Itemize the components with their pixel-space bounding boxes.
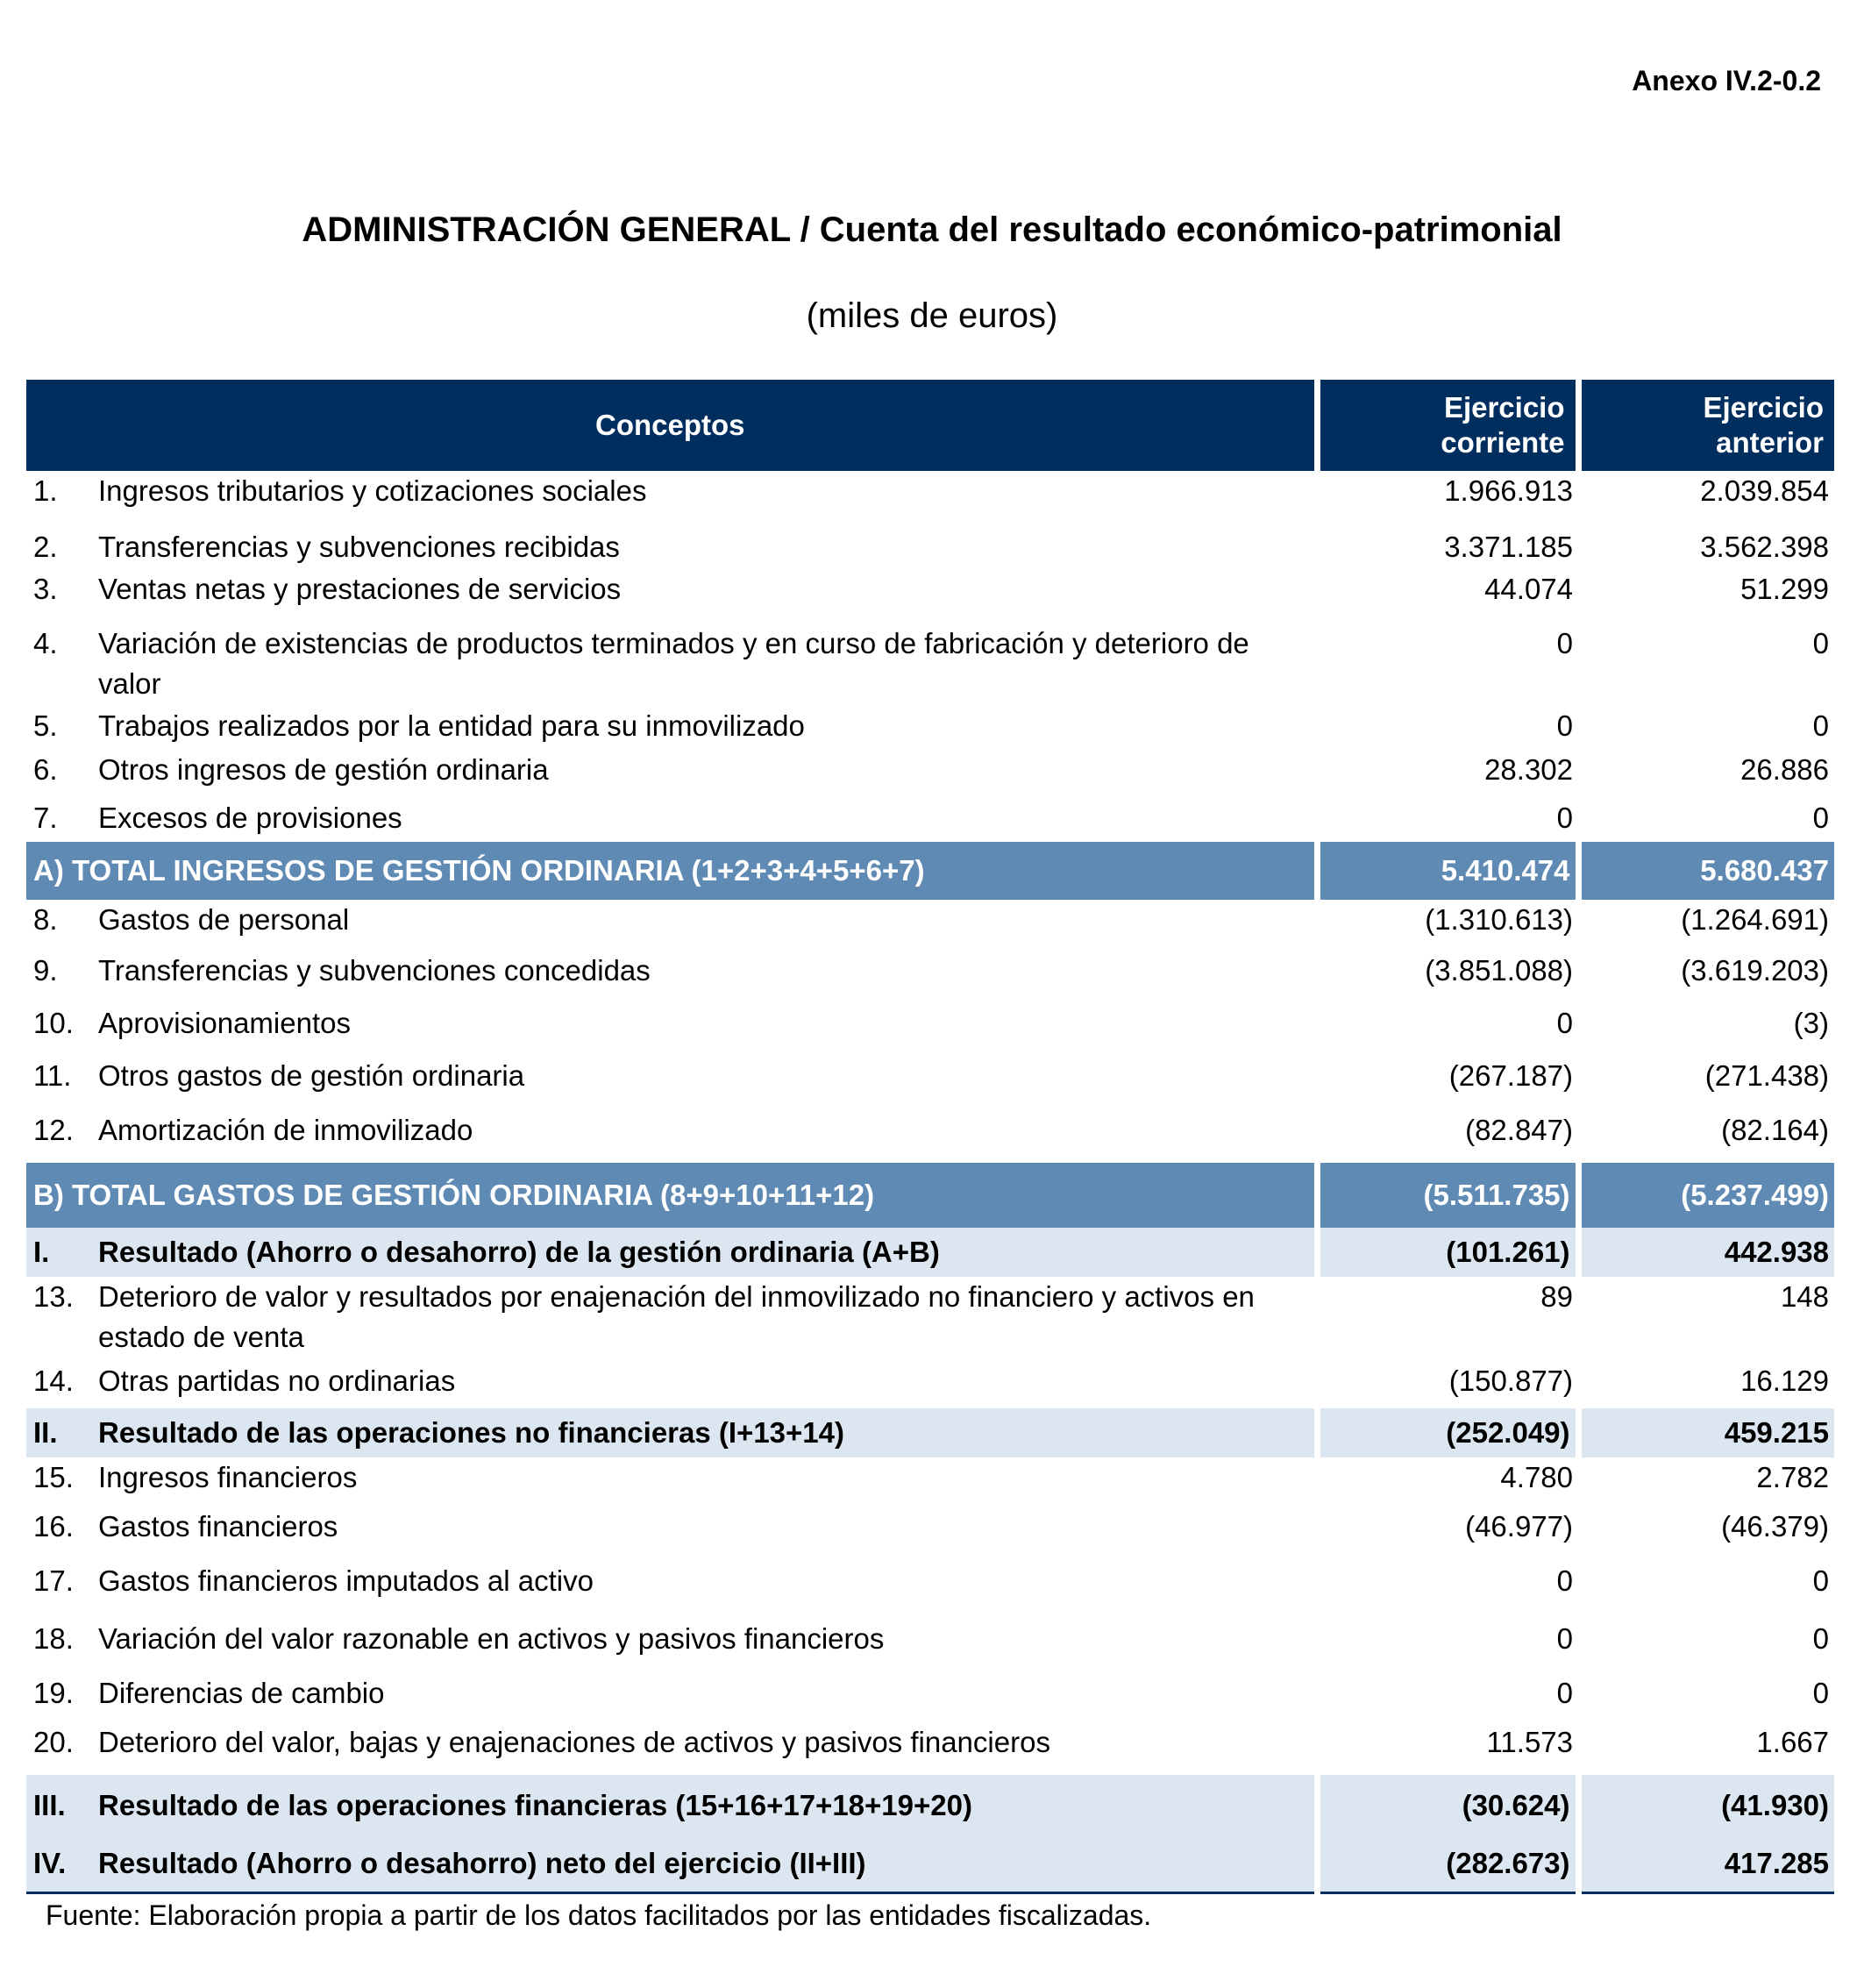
row-current-value: 0 bbox=[1556, 1677, 1574, 1709]
row-number: 7. bbox=[33, 802, 58, 834]
row-current-value: 11.573 bbox=[1486, 1726, 1574, 1758]
table-row bbox=[26, 900, 1834, 951]
row-number: 14. bbox=[33, 1365, 74, 1397]
result-number: IV. bbox=[26, 1836, 98, 1892]
header-current-line2: corriente bbox=[1441, 426, 1565, 459]
row-label: Ingresos tributarios y cotizaciones sociales bbox=[98, 474, 647, 507]
row-previous-value: (271.438) bbox=[1704, 1059, 1830, 1092]
row-current-value: 0 bbox=[1556, 1564, 1574, 1597]
row-previous-value: 0 bbox=[1812, 709, 1830, 742]
result-previous: 442.938 bbox=[1578, 1228, 1834, 1277]
row-number: 15. bbox=[33, 1461, 74, 1493]
row-label: Variación de existencias de productos terminados y en curso de fabricación y deterioro de valor bbox=[98, 627, 1249, 700]
table-row bbox=[26, 706, 1834, 750]
row-number: 13. bbox=[33, 1280, 74, 1313]
row-label: Otros ingresos de gestión ordinaria bbox=[98, 753, 549, 786]
annex-label: Anexo IV.2-0.2 bbox=[1632, 65, 1821, 96]
result-previous: 417.285 bbox=[1578, 1836, 1834, 1892]
row-previous-value: 16.129 bbox=[1740, 1365, 1830, 1397]
row-label: Otras partidas no ordinarias bbox=[98, 1365, 456, 1397]
row-current-value: 3.371.185 bbox=[1444, 531, 1574, 563]
row-label: Gastos de personal bbox=[98, 903, 350, 936]
row-current-value: (1.310.613) bbox=[1425, 903, 1574, 936]
row-previous-value: 0 bbox=[1812, 627, 1830, 659]
table-row bbox=[26, 951, 1834, 1003]
source-note: Fuente: Elaboración propia a partir de los datos facilitados por las entidades fiscalizadas. bbox=[46, 1899, 1152, 1931]
result-number: III. bbox=[26, 1775, 98, 1836]
results-table bbox=[26, 380, 1834, 1894]
row-previous-value: 0 bbox=[1812, 1677, 1830, 1709]
table-header-row bbox=[26, 380, 1834, 471]
row-label: Diferencias de cambio bbox=[98, 1677, 385, 1709]
result-previous: (41.930) bbox=[1578, 1775, 1834, 1836]
row-current-value: (82.847) bbox=[1465, 1114, 1574, 1146]
row-label: Gastos financieros bbox=[98, 1510, 338, 1543]
page-subtitle: (miles de euros) bbox=[806, 296, 1058, 335]
row-label: Amortización de inmovilizado bbox=[98, 1114, 473, 1146]
result-current: (252.049) bbox=[1317, 1408, 1578, 1457]
table-row bbox=[26, 750, 1834, 798]
row-previous-value: 0 bbox=[1812, 1622, 1830, 1655]
row-current-value: 44.074 bbox=[1484, 573, 1574, 605]
row-number: 17. bbox=[33, 1564, 74, 1597]
row-previous-value: 3.562.398 bbox=[1700, 531, 1830, 563]
row-label: Deterioro del valor, bajas y enajenaciones de activos y pasivos financieros bbox=[98, 1726, 1050, 1758]
row-current-value: (3.851.088) bbox=[1425, 954, 1574, 987]
row-current-value: (267.187) bbox=[1448, 1059, 1574, 1092]
total-income-current: 5.410.474 bbox=[1317, 842, 1578, 900]
row-number: 9. bbox=[33, 954, 58, 987]
result-label: Resultado de las operaciones financieras (15+16+17+18+19+20) bbox=[98, 1775, 1317, 1836]
row-number: 20. bbox=[33, 1726, 74, 1758]
row-number: 11. bbox=[33, 1059, 72, 1092]
row-number: 5. bbox=[33, 709, 58, 742]
result-row bbox=[26, 1775, 1834, 1836]
row-previous-value: 51.299 bbox=[1740, 573, 1830, 605]
row-number: 4. bbox=[33, 627, 58, 659]
row-previous-value: (3.619.203) bbox=[1681, 954, 1830, 987]
row-number: 2. bbox=[33, 531, 58, 563]
table-row bbox=[26, 1056, 1834, 1110]
page-title: ADMINISTRACIÓN GENERAL / Cuenta del resultado económico-patrimonial bbox=[302, 210, 1562, 249]
header-current-line1: Ejercicio bbox=[1443, 391, 1565, 424]
row-previous-value: 2.039.854 bbox=[1700, 474, 1830, 507]
result-row bbox=[26, 1228, 1834, 1277]
row-number: 3. bbox=[33, 573, 58, 605]
row-current-value: 89 bbox=[1540, 1280, 1574, 1313]
header-previous-line1: Ejercicio bbox=[1703, 391, 1825, 424]
total-income-label: A) TOTAL INGRESOS DE GESTIÓN ORDINARIA (1+2+3+4+5+6+7) bbox=[26, 842, 1317, 900]
total-income-previous: 5.680.437 bbox=[1578, 842, 1834, 900]
row-previous-value: 26.886 bbox=[1740, 753, 1830, 786]
row-previous-value: 148 bbox=[1780, 1280, 1830, 1313]
row-number: 19. bbox=[33, 1677, 74, 1709]
row-number: 8. bbox=[33, 903, 58, 936]
row-current-value: 1.966.913 bbox=[1444, 474, 1574, 507]
row-label: Aprovisionamientos bbox=[98, 1007, 351, 1039]
result-label: Resultado (Ahorro o desahorro) neto del ejercicio (II+III) bbox=[98, 1836, 1317, 1892]
table-row bbox=[26, 1110, 1834, 1163]
table-row bbox=[26, 569, 1834, 623]
row-previous-value: (46.379) bbox=[1721, 1510, 1830, 1543]
result-label: Resultado (Ahorro o desahorro) de la gestión ordinaria (A+B) bbox=[98, 1228, 1317, 1277]
row-label: Excesos de provisiones bbox=[98, 802, 402, 834]
table-row bbox=[26, 1361, 1834, 1408]
row-current-value: 0 bbox=[1556, 709, 1574, 742]
table-row bbox=[26, 1003, 1834, 1056]
table-row bbox=[26, 527, 1834, 569]
row-current-value: (46.977) bbox=[1465, 1510, 1574, 1543]
row-previous-value: 2.782 bbox=[1756, 1461, 1830, 1493]
row-current-value: 4.780 bbox=[1500, 1461, 1574, 1493]
row-current-value: (150.877) bbox=[1448, 1365, 1574, 1397]
total-expenses-previous: (5.237.499) bbox=[1578, 1163, 1834, 1228]
row-number: 12. bbox=[33, 1114, 74, 1146]
row-previous-value: 0 bbox=[1812, 802, 1830, 834]
row-label: Ventas netas y prestaciones de servicios bbox=[98, 573, 622, 605]
row-label: Transferencias y subvenciones concedidas bbox=[98, 954, 651, 987]
row-label: Deterioro de valor y resultados por enajenación del inmovilizado no financiero y activos en estado de venta bbox=[98, 1280, 1255, 1353]
row-label: Gastos financieros imputados al activo bbox=[98, 1564, 594, 1597]
total-income-row bbox=[26, 842, 1834, 900]
row-number: 10. bbox=[33, 1007, 74, 1039]
result-current: (282.673) bbox=[1317, 1836, 1578, 1892]
table-row bbox=[26, 623, 1834, 706]
total-expenses-label: B) TOTAL GASTOS DE GESTIÓN ORDINARIA (8+9+10+11+12) bbox=[26, 1163, 1317, 1228]
table-row bbox=[26, 1619, 1834, 1673]
row-label: Trabajos realizados por la entidad para su inmovilizado bbox=[98, 709, 805, 742]
header-previous-line2: anterior bbox=[1716, 426, 1825, 459]
row-previous-value: (82.164) bbox=[1721, 1114, 1830, 1146]
result-label: Resultado de las operaciones no financieras (I+13+14) bbox=[98, 1408, 1317, 1457]
result-current: (30.624) bbox=[1317, 1775, 1578, 1836]
row-previous-value: 1.667 bbox=[1756, 1726, 1830, 1758]
table-row bbox=[26, 798, 1834, 842]
row-previous-value: 0 bbox=[1812, 1564, 1830, 1597]
table-row bbox=[26, 1722, 1834, 1775]
row-number: 16. bbox=[33, 1510, 74, 1543]
table-row bbox=[26, 1561, 1834, 1619]
row-number: 6. bbox=[33, 753, 58, 786]
row-previous-value: (3) bbox=[1793, 1007, 1830, 1039]
row-number: 1. bbox=[33, 474, 58, 507]
row-label: Transferencias y subvenciones recibidas bbox=[98, 531, 620, 563]
total-expenses-row bbox=[26, 1163, 1834, 1228]
result-previous: 459.215 bbox=[1578, 1408, 1834, 1457]
row-current-value: 0 bbox=[1556, 1622, 1574, 1655]
row-previous-value: (1.264.691) bbox=[1681, 903, 1830, 936]
table-row bbox=[26, 1277, 1834, 1361]
result-number: I. bbox=[26, 1228, 98, 1277]
header-concepts: Conceptos bbox=[26, 380, 1317, 471]
row-current-value: 0 bbox=[1556, 802, 1574, 834]
result-current: (101.261) bbox=[1317, 1228, 1578, 1277]
row-current-value: 28.302 bbox=[1484, 753, 1574, 786]
row-current-value: 0 bbox=[1556, 1007, 1574, 1039]
header-previous-year bbox=[1578, 380, 1834, 471]
result-row bbox=[26, 1408, 1834, 1457]
table-row bbox=[26, 1673, 1834, 1722]
table-row bbox=[26, 1457, 1834, 1507]
row-label: Ingresos financieros bbox=[98, 1461, 358, 1493]
result-row bbox=[26, 1836, 1834, 1892]
header-current-year bbox=[1317, 380, 1578, 471]
row-number: 18. bbox=[33, 1622, 74, 1655]
table-row bbox=[26, 471, 1834, 527]
row-label: Variación del valor razonable en activos y pasivos financieros bbox=[98, 1622, 885, 1655]
table-row bbox=[26, 1507, 1834, 1561]
result-number: II. bbox=[26, 1408, 98, 1457]
total-expenses-current: (5.511.735) bbox=[1317, 1163, 1578, 1228]
row-current-value: 0 bbox=[1556, 627, 1574, 659]
row-label: Otros gastos de gestión ordinaria bbox=[98, 1059, 525, 1092]
